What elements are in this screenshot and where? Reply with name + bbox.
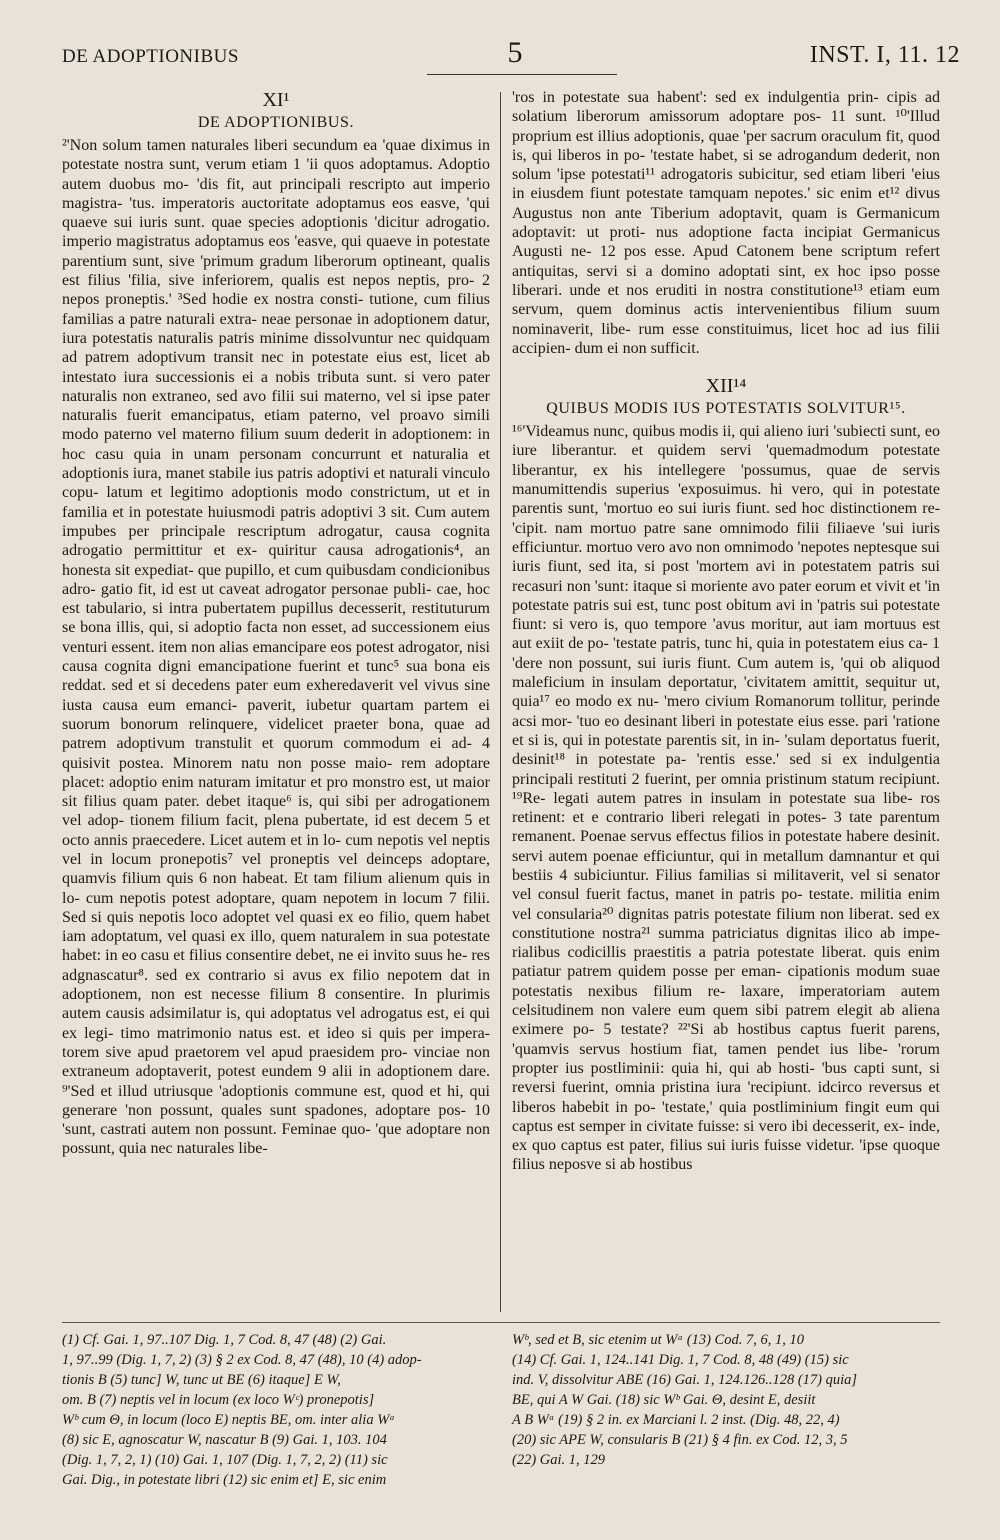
footnote-line: (22) Gai. 1, 129 [512, 1452, 606, 1468]
footnote-line: (8) sic E, agnoscatur W, nascatur B (9) Gai. 1, 103. 104 [62, 1432, 387, 1448]
section-title: DE ADOPTIONIBUS. [197, 114, 355, 131]
footnote-line: Gai. Dig., in potestate libri (12) sic enim et] E, sic enim [62, 1472, 387, 1488]
footnote-line: Wᵇ, sed et B, sic etenim ut Wᵃ (13) Cod. 7, 6, 1, 10 [512, 1332, 804, 1348]
column-divider [500, 92, 501, 1312]
footnote-line: A B Wᵃ (19) § 2 in. ex Marciani l. 2 inst. (Dig. 48, 22, 4) [512, 1412, 840, 1428]
footnote-line: om. B (7) neptis vel in locum (ex loco Wᶜ) pronepotis] [62, 1392, 375, 1408]
page-number: 5 [507, 36, 523, 69]
running-reference: INST. I, 11. 12 [809, 42, 960, 68]
left-column [62, 88, 490, 1159]
body-text: 'ros in potestate sua habent': sed ex indulgentia prin- cipis ad solatium liberorum amissorum adoptare pos- 11 sunt. ¹⁰'Illud proprium est illius adoptionis, quae 'per sacrum oraculum fit, quod is, qui liberos in po- 'testate habet, si se adrogandum dederit, non solum 'ipse potestati¹¹ adrogatoris subicitur, sed etiam liberi 'eius in eiusdem fiunt potestate tamquam nepotes.' sic enim et¹² divus Augustus non ante Tiberium adoptavit, quam is Germanicum adoptavit: ut proti- nus adoptione facta incipiat Germanicus Augusti ne- 12 pos esse. Apud Catonem bene scriptum refert antiquitas, servi si a domino adoptati sint, ex hoc ipso posse liberari. unde et nos eruditi in nostra constitutione¹³ etiam eum servum, quem dominus actis intervenientibus filium suum nominaverit, libe- rum esse constituimus, licet hoc ad ius filii accipien- dum ei non sufficit. [512, 89, 940, 357]
footnote-line: (14) Cf. Gai. 1, 124..141 Dig. 1, 7 Cod. 8, 48 (49) (15) sic [512, 1352, 849, 1368]
section-number: XII¹⁴ [705, 375, 747, 398]
footnote-rule [62, 1322, 940, 1323]
footnote-line: Wᵇ cum Θ, in locum (loco E) neptis BE, om. inter alia Wᵃ [62, 1412, 396, 1428]
footnote-line: 1, 97..99 (Dig. 1, 7, 2) (3) § 2 ex Cod. 8, 47 (48), 10 (4) adop- [62, 1352, 422, 1368]
running-title: DE ADOPTIONIBUS [62, 46, 239, 67]
footnotes-left [62, 1330, 492, 1490]
body-text: ²'Non solum tamen naturales liberi secundum ea 'quae diximus in potestate nostra sunt, verum etiam 1 'ii quos adoptamus. Adoptio autem duobus mo- 'dis fit, aut principali rescripto aut imperio magistra- 'tus. imperatoris auctoritate adoptamus eos easve, 'qui quaeve sui iuris sunt. quae species adoptionis 'dicitur adrogatio. imperio magistratus adoptamus eos 'easve, qui quaeve in potestate parentium sunt, sive 'primum gradum liberorum optineant, qualis est filius 'filia, sive inferiorem, qualis est nepos neptis, pro- 2 nepos proneptis.' ³Sed hodie ex nostra consti- tutione, cum filius familias a patre naturali extra- neae personae in adoptionem datur, iura potestatis naturalis patris minime dissolvuntur nec quidquam ad patrem adoptivum transit nec in potestate eius est, licet ab intestato iura successionis ei a nobis tributa sunt. si vero pater naturalis non extraneo, sed avo filii sui materno, vel si ipse pater naturalis fuerit emancipatus, etiam paterno, vel proavo simili modo paterno vel materno filium suum dederit in adoptionem: in hoc casu quia in unam personam concurrunt et naturalia et adoptionis iura, manet stabile ius patris adoptivi et naturali vinculo copu- latum et legitimo adoptionis modo constrictum, ut et in familia et in potestate huiusmodi patris adoptivi 3 sit. Cum autem impubes per principale rescriptum adrogatur, causa cognita adrogatio permittitur et ex- quiritur causa adrogationis⁴, an honesta sit expediat- que pupillo, et cum quibusdam condicionibus adro- gatio fit, id est ut caveat adrogator personae publi- cae, hoc est tabulario, si intra pubertatem pupillus decesserit, restituturum se bona illis, qui, si adoptio facta non esset, ad successionem eius venturi essent. item non alias emancipare eos potest adrogator, nisi causa cognita digni emancipatione fuerint et tunc⁵ sua bona eis reddat. sed et si decedens pater eum exheredaverit vel vivus sine iusta causa eum emanci- paverit, iubetur quartam partem ei suorum bonorum relinquere, videlicet praeter bona, quae ad patrem adoptivum transtulit et quorum commodum ei ad- 4 quisivit postea. Minorem natu non posse maio- rem adoptare placet: adoptio enim naturam imitatur et pro monstro est, ut maior sit filius quam pater. debet itaque⁶ is, qui sibi per adrogationem vel adop- tionem filium facit, plena pubertate, id est decem 5 et octo annis praecedere. Licet autem et in lo- cum nepotis vel neptis vel in locum pronepotis⁷ vel proneptis vel deinceps adoptare, quamvis filium quis 6 non habeat. Et tam filium alienum quis in lo- cum nepotis potest adoptare, quam nepotem in locum 7 filii. Sed si quis nepotis loco adoptet vel quasi ex eo filio, quem habet iam adoptatum, vel quasi ex illo, quem naturalem in sua potestate habet: in eo casu et filius consentire debet, ne ei invito suus he- res adgnascatur⁸. sed ex contrario si avus ex filio nepotem dat in adoptionem, non est necesse filium 8 consentire. In plurimis autem causis adsimilatur is, qui adoptatus vel adrogatus est, ei qui ex legi- timo matrimonio natus est. et ideo si quis per impera- torem sive apud praetorem vel apud praesidem pro- vinciae non extraneum adoptaverit, potest eundem 9 alii in adoptionem dare. ⁹'Sed et illud utriusque 'adoptionis commune est, quod et hi, qui generare 'non possunt, quales sunt spadones, adoptare pos- 10 'sunt, castrati autem non possunt. Feminae quo- 'que adoptare non possunt, quia nec naturales libe- [62, 137, 490, 1158]
footnote-line: (1) Cf. Gai. 1, 97..107 Dig. 1, 7 Cod. 8, 47 (48) (2) Gai. [62, 1332, 387, 1348]
running-header [62, 36, 960, 76]
section-title: QUIBUS MODIS IUS POTESTATIS SOLVITUR¹⁵. [546, 400, 906, 418]
section-number: XI¹ [262, 89, 290, 111]
body-text: ¹⁶'Videamus nunc, quibus modis ii, qui alieno iuri 'subiecti sunt, eo iure liberantur. et quidem servi 'quemadmodum potestate liberantur, ex his intellegere 'possumus, quae de servis manumittendis superius 'exposuimus. hi vero, qui in potestate parentis sunt, 'mortuo eo sui iuris fiunt. sed hoc distinctionem re- 'cipit. nam mortuo patre sane omnimodo filii filiaeve 'sui iuris efficiuntur. mortuo vero avo non omnimodo 'nepotes neptesque sui iuris fiunt, sed ita, si post 'mortem avi in potestatem patris sui recasuri non 'sunt: itaque si moriente avo pater eorum et vivit et 'in potestate patris sui est, tunc post obitum avi in 'patris sui potestate fiunt: si vero is, quo tempore 'avus moritur, aut iam mortuus est aut exiit de po- 'testate patris, tunc hi, quia in potestatem eius ca- 1 'dere non possunt, sui iuris fiunt. Cum autem is, 'qui ob aliquod maleficium in insulam deportatur, 'civitatem amittit, sequitur ut, quia¹⁷ eo modo ex nu- 'mero civium Romanorum tollitur, perinde acsi mor- 'tuo eo desinant liberi in potestate eius esse. pari 'ratione et si is, qui in potestate parentis sit, in in- 'sulam deportatus fuerit, desinit¹⁸ in potestate pa- 'rentis esse.' sed si ex indulgentia principali restituti 2 fuerint, per omnia pristinum statum recipiunt. ¹⁹Re- legati autem patres in insulam in potestate sua libe- ros retinent: et e contrario liberi relegati in potes- 3 tate parentum remanent. Poenae servus effectus filios in potestate habere desinit. servi autem poenae efficiuntur, qui in metallum damnantur et qui bestiis 4 subiciuntur. Filius familias si militaverit, vel si senator vel consul fuerit factus, manet in patris po- testate. militia enim vel consularia²⁰ dignitas patris potestate filium non liberat. sed ex constitutione nostra²¹ summa patriciatus dignitas ilico ab impe- rialibus codicillis praestitis a patria potestate liberat. quis enim patiatur patrem quidem posse per eman- cipationis modum suae potestatis nexibus filium re- laxare, imperatoriam autem celsitudinem non valere eum quem sibi patrem elegit ab aliena eximere po- 5 testate? ²²'Si ab hostibus captus fuerit parens, 'quamvis servus hostium fiat, tamen pendet ius libe- 'rorum propter ius postliminii: quia hi, qui ab hosti- 'bus capti sunt, si reversi fuerint, omnia pristina iura 'recipiunt. idcirco reversus et liberos habebit in po- 'testate,' quia postliminium fingit eum qui captus est semper in civitate fuisse: si vero ibi decesserit, ex- inde, ex quo captus est pater, filius sui iuris fuisse videtur. 'ipse quoque filius neposve si ab hostibus [512, 423, 940, 1174]
footnote-line: ind. V, dissolvitur ABE (16) Gai. 1, 124.126..128 (17) quia] [512, 1372, 858, 1388]
footnote-line: tionis B (5) tunc] W, tunc ut BE (6) itaque] E W, [62, 1372, 341, 1388]
header-rule [427, 74, 617, 75]
footnote-line: (20) sic APE W, consularis B (21) § 4 fin. ex Cod. 12, 3, 5 [512, 1432, 848, 1448]
footnotes-right [512, 1330, 942, 1470]
footnote-line: BE, qui A W Gai. (18) sic Wᵇ Gai. Θ, desint E, desiit [512, 1392, 816, 1408]
footnote-line: (Dig. 1, 7, 2, 1) (10) Gai. 1, 107 (Dig. 1, 7, 2, 2) (11) sic [62, 1452, 388, 1468]
right-column [512, 88, 940, 1175]
section-spacer [512, 358, 940, 374]
